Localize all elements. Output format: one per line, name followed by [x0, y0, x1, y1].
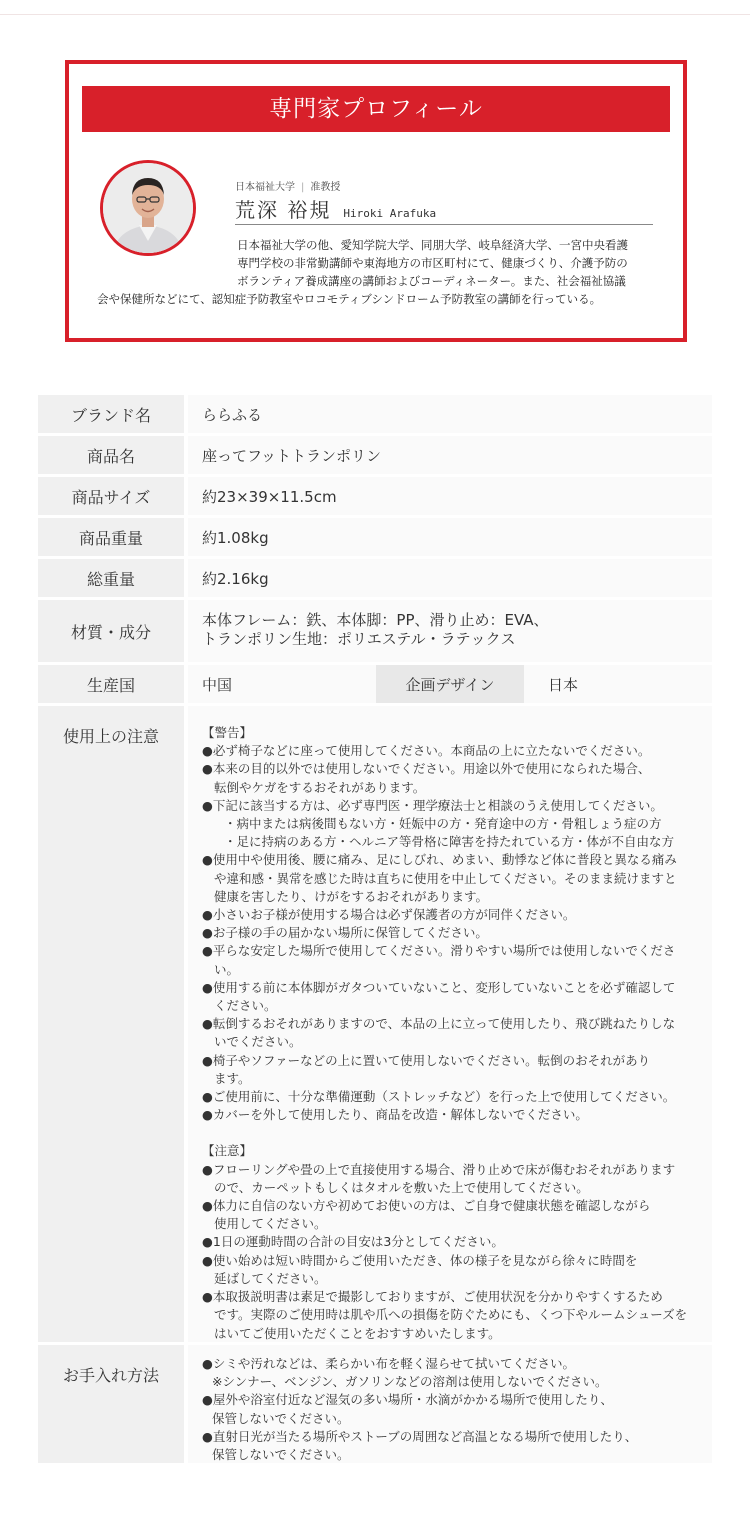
spec-row-material	[38, 600, 712, 662]
spec-row-care	[38, 1345, 712, 1463]
bio-line: ボランティア養成講座の講師およびコーディネーター。また、社会福祉協議	[237, 274, 626, 288]
bio-line: 専門学校の非常勤講師や東海地方の市区町村にて、健康づくり、介護予防の	[237, 256, 628, 270]
warning-line: ●ご使用前に、十分な準備運動（ストレッチなど）を行った上で使用してください。	[202, 1089, 676, 1105]
design-label: 企画デザイン	[376, 665, 524, 703]
spec-value: 約1.08kg	[188, 518, 712, 556]
warning-line: いでください。	[214, 1034, 302, 1050]
warning-line: ●本来の目的以外では使用しないでください。用途以外で使用になられた場合、	[202, 761, 651, 777]
spec-value: ららふる	[188, 395, 712, 433]
spec-value: 座ってフットトランポリン	[188, 436, 712, 474]
warning-line: ・足に持病のある方・ヘルニア等骨格に障害を持たれている方・体が不自由な方	[224, 834, 675, 850]
warning-line: ●椅子やソファーなどの上に置いて使用しないでください。転倒のおそれがあり	[202, 1052, 651, 1068]
expert-profile-card	[65, 60, 687, 342]
note-line: です。実際のご使用時は肌や爪への損傷を防ぐためにも、くつ下やルームシューズを	[214, 1307, 688, 1323]
warning-line: ●使用する前に本体脚がガタついていないこと、変形していないことを必ず確認して	[202, 979, 676, 995]
material-line: トランポリン生地：ポリエステル・ラテックス	[202, 630, 516, 648]
note-line: ●1日の運動時間の合計の目安は3分としてください。	[202, 1234, 504, 1250]
spec-row-brand	[38, 395, 712, 433]
spec-row-size	[38, 477, 712, 515]
care-line: ●直射日光が当たる場所やストーブの周囲など高温となる場所で使用したり、	[202, 1428, 638, 1444]
product-spec-table	[38, 395, 712, 1463]
warning-line: ます。	[214, 1070, 251, 1086]
design-value: 日本	[548, 675, 579, 694]
bio-line: 会や保健所などにて、認知症予防教室やロコモティブシンドローム予防教室の講師を行っている。	[97, 292, 602, 306]
top-divider	[0, 0, 750, 15]
warning-line: ●小さいお子様が使用する場合は必ず保護者の方が同伴ください。	[202, 907, 576, 923]
spec-row-gross-weight	[38, 559, 712, 597]
spec-label: ブランド名	[38, 395, 184, 433]
warning-line: い。	[214, 961, 240, 977]
spec-value: 約2.16kg	[188, 559, 712, 597]
spec-row-weight	[38, 518, 712, 556]
note-line: ●体力に自信のない方や初めてお使いの方は、ご自身で健康状態を確認しながら	[202, 1198, 651, 1214]
spec-label: 商品サイズ	[38, 477, 184, 515]
note-line: ●本取扱説明書は素足で撮影しておりますが、ご使用状況を分かりやすくするため	[202, 1289, 663, 1305]
affiliation-position: 准教授	[310, 182, 341, 193]
care-line: ※シンナー、ベンジン、ガソリンなどの溶剤は使用しないでください。	[212, 1374, 608, 1390]
warning-line: ●必ず椅子などに座って使用してください。本商品の上に立たないでください。	[202, 743, 651, 759]
note-line: 使用してください。	[214, 1216, 327, 1232]
warning-line: ●使用中や使用後、腰に痛み、足にしびれ、めまい、動悸など体に普段と異なる痛み	[202, 852, 677, 868]
warning-line: ください。	[214, 998, 277, 1014]
spec-row-origin	[38, 665, 712, 703]
expert-bio	[97, 236, 663, 308]
warning-heading: 【警告】	[202, 725, 253, 740]
spec-label: 生産国	[38, 665, 184, 703]
warning-line: ●下記に該当する方は、必ず専門医・理学療法士と相談のうえ使用してください。	[202, 797, 663, 813]
spec-label: 材質・成分	[38, 600, 184, 662]
origin-value: 中国	[202, 675, 233, 694]
spec-label: 商品名	[38, 436, 184, 474]
care-line: ●シミや汚れなどは、柔らかい布を軽く湿らせて拭いてください。	[202, 1356, 576, 1371]
care-line: ●屋外や浴室付近など湿気の多い場所・水滴がかかる場所で使用したり、	[202, 1392, 613, 1408]
note-line: 延ばしてください。	[214, 1270, 327, 1286]
warning-line: ●カバーを外して使用したり、商品を改造・解体しないでください。	[202, 1107, 588, 1123]
material-line: 本体フレーム：鉄、本体脚：PP、滑り止め：EVA、	[202, 611, 549, 629]
warning-line: 転倒やケガをするおそれがあります。	[214, 779, 426, 795]
care-text	[188, 1345, 712, 1463]
profile-header: 専門家プロフィール	[82, 86, 670, 132]
spec-label: 使用上の注意	[38, 706, 184, 1342]
spec-value	[188, 665, 712, 703]
expert-name-en: Hiroki Arafuka	[343, 207, 437, 220]
warning-line: や違和感・異常を感じた時は直ちに使用を中止してください。そのまま続けますと	[214, 870, 677, 886]
warning-line: ●転倒するおそれがありますので、本品の上に立って使用したり、飛び跳ねたりしな	[202, 1016, 676, 1032]
care-line: 保管しないでください。	[212, 1410, 350, 1426]
expert-name-jp: 荒深 裕規	[235, 198, 332, 222]
care-line: 保管しないでください。	[212, 1447, 350, 1463]
spec-value	[188, 600, 712, 662]
warning-line: ●平らな安定した場所で使用してください。滑りやすい場所では使用しないでくださ	[202, 943, 676, 959]
note-heading: 【注意】	[202, 1143, 253, 1159]
note-line: ので、カーペットもしくはタオルを敷いた上で使用してください。	[214, 1179, 589, 1195]
spec-row-product	[38, 436, 712, 474]
spec-label: 商品重量	[38, 518, 184, 556]
spec-label: 総重量	[38, 559, 184, 597]
affiliation-university: 日本福祉大学	[235, 182, 295, 193]
note-line: ●使い始めは短い時間からご使用いただき、体の様子を見ながら徐々に時間を	[202, 1252, 638, 1268]
note-line: はいてご使用いただくことをおすすめいたします。	[214, 1325, 501, 1341]
bio-line: 日本福祉大学の他、愛知学院大学、同朋大学、岐阜経済大学、一宮中央看護	[237, 238, 628, 252]
spec-row-caution	[38, 706, 712, 1342]
warning-line: ●お子様の手の届かない場所に保管してください。	[202, 925, 488, 941]
expert-name	[235, 194, 653, 225]
affiliation: 日本福祉大学 | 准教授	[235, 182, 341, 193]
spec-label: お手入れ方法	[38, 1345, 184, 1463]
warning-line: 健康を害したり、けがをするおそれがあります。	[214, 888, 489, 904]
note-line: ●フローリングや畳の上で直接使用する場合、滑り止めで床が傷むおそれがあります	[202, 1161, 676, 1177]
spec-value: 約23×39×11.5cm	[188, 477, 712, 515]
caution-text	[188, 706, 712, 1342]
warning-line: ・病中または病後間もない方・妊娠中の方・発育途中の方・骨粗しょう症の方	[224, 816, 662, 832]
